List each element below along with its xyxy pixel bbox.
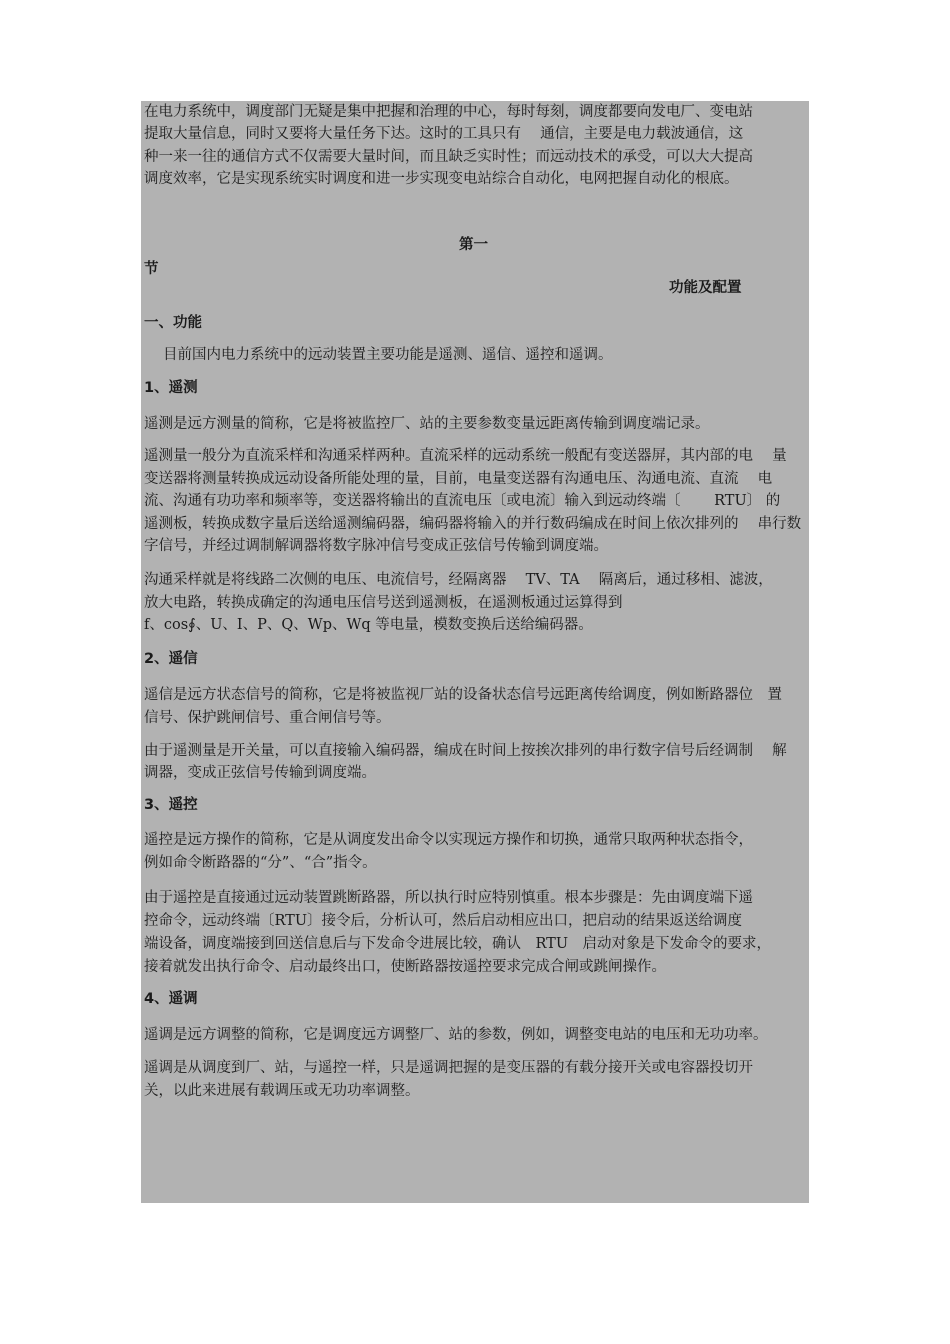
telemetry-p2-line: 字信号，并经过调制解调器将数字脉冲信号变成正弦信号传输到调度端。: [144, 538, 608, 554]
telesignal-p2-line: 由于遥测量是开关量，可以直接输入编码器，编成在时间上按挨次排列的串行数字信号后经调制 解: [144, 743, 787, 759]
teleadjust-p1: 遥调是远方调整的简称，它是调度远方调整厂、站的参数，例如，调整变电站的电压和无功功率。: [144, 1027, 768, 1043]
teleadjust-p2-line: 关，以此来进展有载调压或无功功率调整。: [144, 1083, 420, 1099]
telemetry-heading: 1、遥测: [144, 380, 198, 396]
intro-line: 在电力系统中，调度部门无疑是集中把握和治理的中心，每时每刻，调度都要向发电厂、变电站: [144, 104, 753, 120]
telemetry-p2-line: 遥测板，转换成数字量后送给遥测编码器，编码器将输入的并行数码编成在时间上依次排列的 串行数: [144, 516, 802, 532]
telecontrol-p2-line: 端设备，调度端接到回送信息后与下发命令进展比较，确认 RTU 启动对象是下发命令的要求，: [144, 936, 772, 952]
telemetry-p3-line: 放大电路，转换成确定的沟通电压信号送到遥测板，在遥测板通过运算得到: [144, 595, 623, 611]
document-page: [141, 101, 809, 1203]
telecontrol-p2-line: 接着就发出执行命令、启动最终出口，使断路器按遥控要求完成合闸或跳闸操作。: [144, 959, 666, 975]
section-number-suffix: 节: [144, 261, 159, 277]
telemetry-p3-line: 沟通采样就是将线路二次侧的电压、电流信号，经隔离器 TV、TA 隔离后，通过移相、滤波，: [144, 572, 773, 588]
telemetry-p2-line: 流、沟通有功功率和频率等，变送器将输出的直流电压〔或电流〕输入到远动终端〔 RTU〕 的: [144, 493, 781, 509]
telecontrol-heading: 3、遥控: [144, 797, 198, 813]
teleadjust-heading: 4、遥调: [144, 991, 198, 1007]
telecontrol-p1-line: 例如命令断路器的“分”、“合”指令。: [144, 855, 377, 871]
telemetry-p3-line: f、cos∮、U、I、P、Q、Wp、Wq 等电量，模数变换后送给编码器。: [144, 617, 593, 633]
section-number: 第一: [459, 237, 488, 253]
telemetry-p2-line: 变送器将测量转换成远动设备所能处理的量，目前，电量变送器有沟通电压、沟通电流、直流 电: [144, 471, 773, 487]
telemetry-p2-line: 遥测量一般分为直流采样和沟通采样两种。直流采样的远动系统一般配有变送器屏，其内部的电 量: [144, 448, 787, 464]
intro-line: 提取大量信息，同时又要将大量任务下达。这时的工具只有 通信，主要是电力载波通信，这: [144, 126, 744, 142]
intro-line: 种一来一往的通信方式不仅需要大量时间，而且缺乏实时性；而远动技术的承受，可以大大提高: [144, 149, 753, 165]
telecontrol-p2-line: 控命令，远动终端〔RTU〕接令后，分析认可，然后启动相应出口，把启动的结果返送给调度: [144, 913, 743, 929]
intro-line: 调度效率，它是实现系统实时调度和进一步实现变电站综合自动化，电网把握自动化的根底。: [144, 171, 739, 187]
function-intro: 目前国内电力系统中的远动装置主要功能是遥测、遥信、遥控和遥调。: [163, 347, 613, 363]
function-heading: 一、功能: [144, 315, 202, 331]
telesignal-p1-line: 遥信是远方状态信号的简称，它是将被监视厂站的设备状态信号远距离传给调度，例如断路器位 置: [144, 687, 782, 703]
telesignal-p1-line: 信号、保护跳闸信号、重合闸信号等。: [144, 710, 391, 726]
telecontrol-p2-line: 由于遥控是直接通过远动装置跳断路器，所以执行时应特别慎重。根本步骤是：先由调度端下遥: [144, 890, 753, 906]
telesignal-p2-line: 调器，变成正弦信号传输到调度端。: [144, 765, 376, 781]
telesignal-heading: 2、遥信: [144, 651, 198, 667]
telecontrol-p1-line: 遥控是远方操作的简称，它是从调度发出命令以实现远方操作和切换，通常只取两种状态指令，: [144, 832, 753, 848]
telemetry-p1: 遥测是远方测量的简称，它是将被监控厂、站的主要参数变量远距离传输到调度端记录。: [144, 416, 710, 432]
section-title: 功能及配置: [669, 280, 742, 296]
teleadjust-p2-line: 遥调是从调度到厂、站，与遥控一样，只是遥调把握的是变压器的有载分接开关或电容器投切开: [144, 1060, 753, 1076]
